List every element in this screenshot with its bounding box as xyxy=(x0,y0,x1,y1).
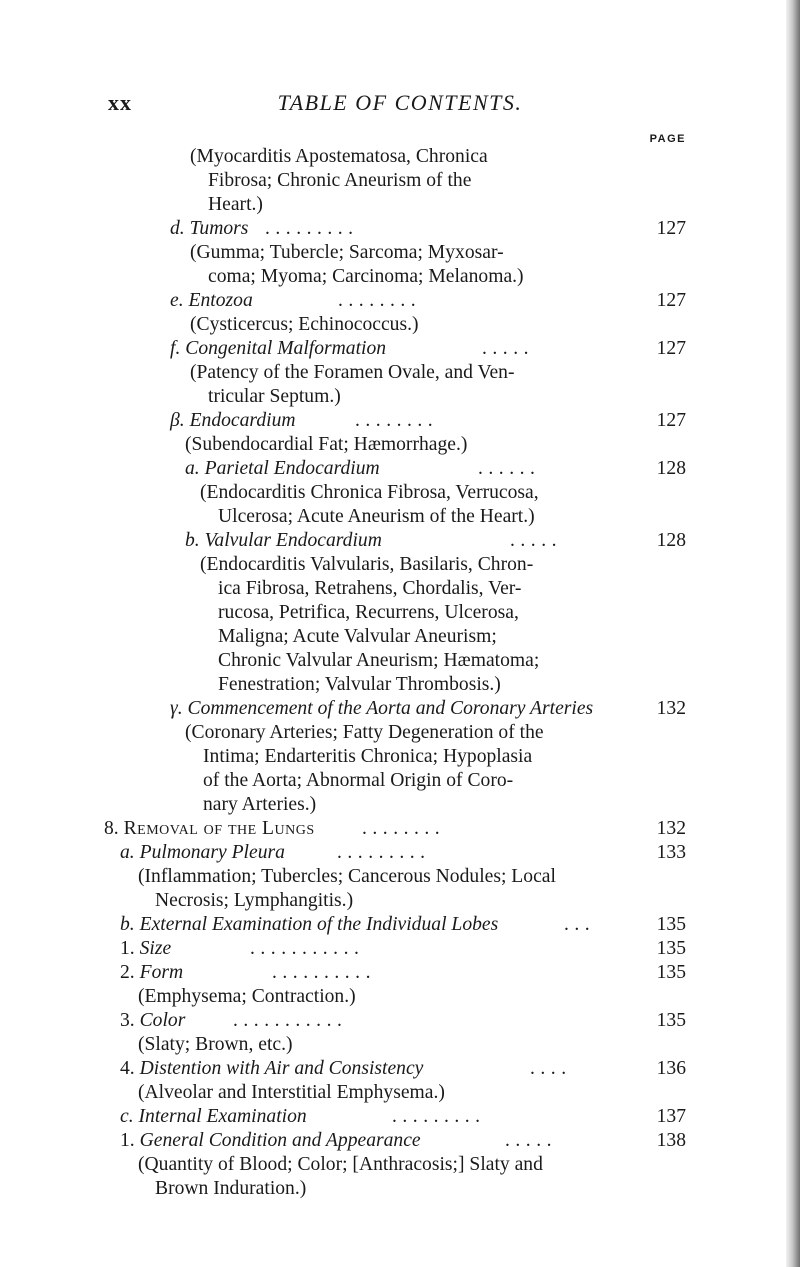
toc-entry-valvular-endocardium xyxy=(100,529,686,553)
toc-entry-page: 128 xyxy=(656,458,686,479)
toc-entry-leader: . . . . . xyxy=(482,338,529,359)
toc-subline: (Emphysema; Contraction.) xyxy=(138,986,356,1007)
toc-entry-removal-of-lungs xyxy=(100,817,686,841)
toc-entry-distention xyxy=(100,1057,686,1081)
toc-subline: Fibrosa; Chronic Aneurism of the xyxy=(208,170,472,191)
toc-entry-page: 127 xyxy=(656,218,686,239)
toc-entry-page: 133 xyxy=(656,842,686,863)
toc-subline: Ulcerosa; Acute Aneurism of the Heart.) xyxy=(218,506,535,527)
toc-entry-leader: . . . . . xyxy=(510,530,557,551)
toc-entry-label: c. Internal Examination xyxy=(120,1106,307,1127)
toc-entry-leader: . . . . . . . . . xyxy=(265,218,354,239)
toc-entry-label: e. Entozoa xyxy=(170,290,253,311)
toc-entry-leader: . . . . . . . . . xyxy=(337,842,426,863)
toc-entry-pulmonary-pleura xyxy=(100,841,686,865)
toc-subline: nary Arteries.) xyxy=(203,794,317,815)
toc-entry-tumors xyxy=(100,217,686,241)
toc-entry-leader: . . . . xyxy=(530,1058,567,1079)
toc-subline: tricular Septum.) xyxy=(208,386,341,407)
toc-entry-page: 127 xyxy=(656,290,686,311)
toc-subline: (Slaty; Brown, etc.) xyxy=(138,1034,293,1055)
toc-entry-leader: . . . . . . . . . . . xyxy=(233,1010,343,1031)
toc-entry-label: 4. Distention with Air and Consistency xyxy=(120,1058,424,1079)
toc-entry-page: 127 xyxy=(656,338,686,359)
toc-entry-label: 1. General Condition and Appearance xyxy=(120,1130,421,1151)
toc-entry-label: γ. Commencement of the Aorta and Coronary Arteries xyxy=(170,698,594,719)
toc-subline: Brown Induration.) xyxy=(155,1178,307,1199)
toc-entry-leader: . . . . . . . . xyxy=(338,290,416,311)
toc-entry-leader: . . . . . . xyxy=(478,458,536,479)
toc-subline: Fenestration; Valvular Thrombosis.) xyxy=(218,674,501,695)
toc-subline: (Cysticercus; Echinococcus.) xyxy=(190,314,419,335)
toc-entry-internal-examination xyxy=(100,1105,686,1129)
toc-subline: Heart.) xyxy=(208,194,263,215)
toc-entry-page: 128 xyxy=(656,530,686,551)
toc-subline: (Patency of the Foramen Ovale, and Ven- xyxy=(190,362,515,383)
toc-entry-leader: . . . . . . . . . . xyxy=(272,962,371,983)
toc-subline: ica Fibrosa, Retrahens, Chordalis, Ver- xyxy=(218,578,522,599)
toc-entry-page: 136 xyxy=(656,1058,686,1079)
toc-entry-label: a. Parietal Endocardium xyxy=(185,458,380,479)
toc-entry-entozoa xyxy=(100,289,686,313)
toc-entry-label: 3. Color xyxy=(120,1010,186,1031)
page-edge-shadow xyxy=(786,0,800,1267)
toc-entry-parietal-endocardium xyxy=(100,457,686,481)
toc-entry-page: 127 xyxy=(656,410,686,431)
toc-entry-commencement-aorta xyxy=(100,697,686,721)
toc-entry-page: 135 xyxy=(656,938,686,959)
toc-subline: (Inflammation; Tubercles; Cancerous Nodules; Local xyxy=(138,866,556,887)
toc-entry-page: 132 xyxy=(656,698,686,719)
toc-subline: Intima; Endarteritis Chronica; Hypoplasia xyxy=(203,746,533,767)
toc-subline: coma; Myoma; Carcinoma; Melanoma.) xyxy=(208,266,524,287)
toc-entry-page: 138 xyxy=(656,1130,686,1151)
toc-subline: Necrosis; Lymphangitis.) xyxy=(155,890,354,911)
page-number: xx xyxy=(108,90,132,115)
toc-subline: (Coronary Arteries; Fatty Degeneration of the xyxy=(185,722,544,743)
toc-entry-page: 137 xyxy=(656,1106,686,1127)
toc-subline: rucosa, Petrifica, Recurrens, Ulcerosa, xyxy=(218,602,519,623)
toc-entry-page: 132 xyxy=(656,818,686,839)
toc-entry-external-examination xyxy=(100,913,686,937)
toc-subline: (Myocarditis Apostematosa, Chronica xyxy=(190,146,488,167)
toc-entry-label: 2. Form xyxy=(120,962,184,983)
toc-entry-label: f. Congenital Malformation xyxy=(170,338,387,359)
toc-subline: Chronic Valvular Aneurism; Hæmatoma; xyxy=(218,650,540,671)
toc-subline: (Subendocardial Fat; Hæmorrhage.) xyxy=(185,434,468,455)
toc-entry-congenital-malformation xyxy=(100,337,686,361)
toc-entry-leader: . . . . . . . . xyxy=(355,410,433,431)
toc-subline: (Gumma; Tubercle; Sarcoma; Myxosar- xyxy=(190,242,504,263)
toc-entry-leader: . . . . . . . . . . . xyxy=(250,938,360,959)
toc-subline: of the Aorta; Abnormal Origin of Coro- xyxy=(203,770,514,791)
page-column-label: PAGE xyxy=(649,133,686,145)
toc-entry-size xyxy=(100,937,686,961)
toc-entry-label: d. Tumors xyxy=(170,218,249,239)
toc-entry-form xyxy=(100,961,686,985)
toc-entry-leader: . . . . . . . . xyxy=(362,818,440,839)
toc-entry-page: 135 xyxy=(656,962,686,983)
toc-entry-label: 8. Removal of the Lungs xyxy=(104,818,315,839)
toc-entry-label: b. External Examination of the Individual Lobes xyxy=(120,914,499,935)
toc-entry-leader: . . . . . . . . . xyxy=(392,1106,481,1127)
toc-entry-page: 135 xyxy=(656,1010,686,1031)
toc-entry-leader: . . . . . xyxy=(505,1130,552,1151)
toc-entry-general-condition xyxy=(100,1129,686,1153)
toc-subline: (Quantity of Blood; Color; [Anthracosis;] Slaty and xyxy=(138,1154,543,1175)
toc-entry-page: 135 xyxy=(656,914,686,935)
toc-entry-label: b. Valvular Endocardium xyxy=(185,530,382,551)
toc-subline: (Alveolar and Interstitial Emphysema.) xyxy=(138,1082,445,1103)
toc-entry-label: 1. Size xyxy=(120,938,172,959)
toc-entry-label: β. Endocardium xyxy=(170,410,296,431)
toc-subline: (Endocarditis Valvularis, Basilaris, Chron- xyxy=(200,554,534,575)
toc-subline: (Endocarditis Chronica Fibrosa, Verrucosa, xyxy=(200,482,539,503)
toc-entry-leader: . . . xyxy=(564,914,590,935)
toc-entry-endocardium xyxy=(100,409,686,433)
toc-subline: Maligna; Acute Valvular Aneurism; xyxy=(218,626,497,647)
toc-entry-label: a. Pulmonary Pleura xyxy=(120,842,285,863)
page-title: TABLE OF CONTENTS. xyxy=(277,90,523,115)
toc-entry-color xyxy=(100,1009,686,1033)
